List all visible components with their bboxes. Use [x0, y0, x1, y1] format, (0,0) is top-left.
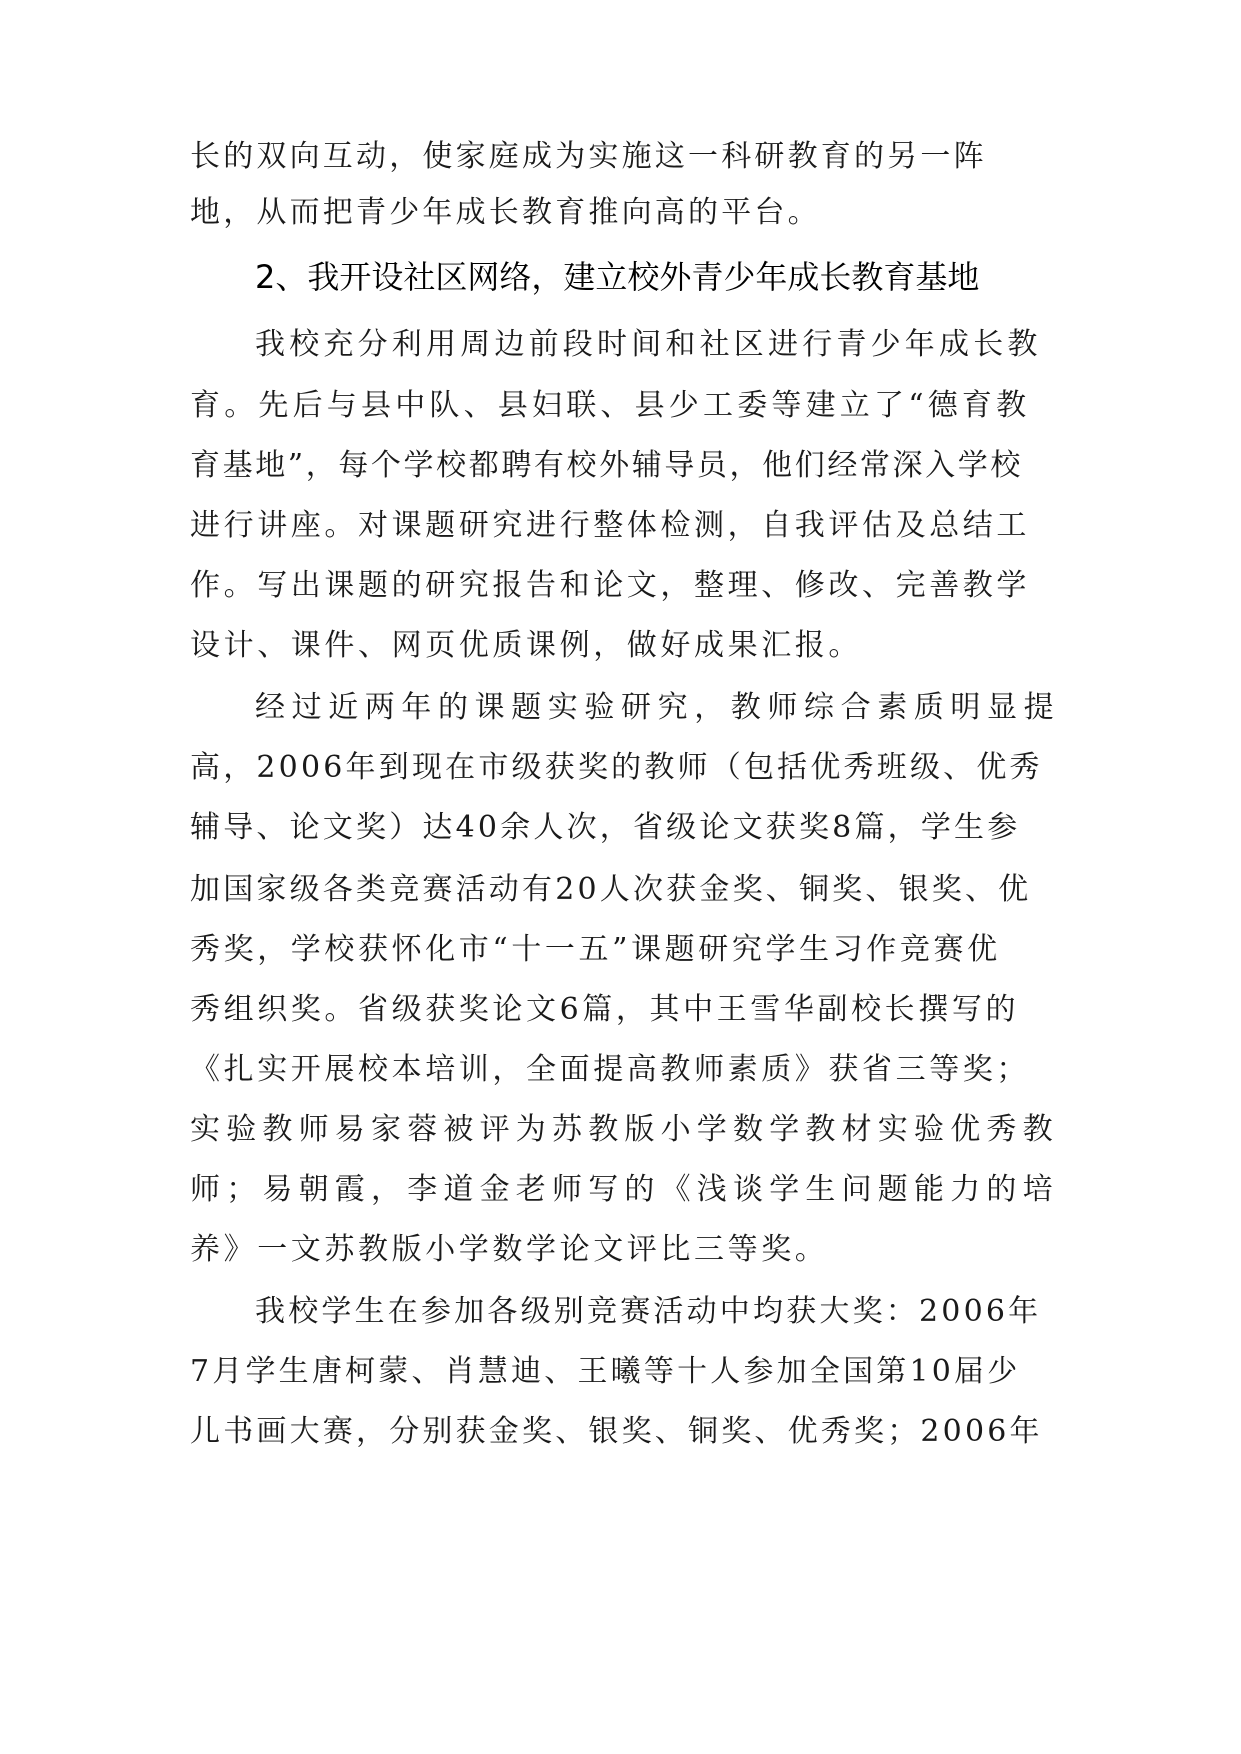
text-line: 设计、课件、网页优质课例，做好成果汇报。: [190, 628, 862, 663]
text-line: 师；易朝霞，李道金老师写的《浅谈学生问题能力的培: [190, 1172, 1059, 1207]
text-line: 秀奖，学校获怀化市“十一五”课题研究学生习作竞赛优: [190, 932, 1001, 967]
text-line: 高，2006年到现在市级获奖的教师（包括优秀班级、优秀: [190, 750, 1043, 785]
text-line: 加国家级各类竞赛活动有20人次获金奖、铜奖、银奖、优: [190, 872, 1032, 907]
text-line: 养》一文苏教版小学数学论文评比三等奖。: [190, 1232, 829, 1267]
text-line: 儿书画大赛，分别获金奖、银奖、铜奖、优秀奖；2006年: [190, 1414, 1043, 1449]
text-line: 《扎实开展校本培训，全面提高教师素质》获省三等奖；: [190, 1052, 1030, 1087]
text-line: 我校充分利用周边前段时间和社区进行青少年成长教: [255, 327, 1042, 362]
text-line: 育基地”，每个学校都聘有校外辅导员，他们经常深入学校: [190, 448, 1023, 483]
text-line: 作。写出课题的研究报告和论文，整理、修改、完善教学: [190, 568, 1030, 603]
text-line: 我校学生在参加各级别竞赛活动中均获大奖：2006年: [255, 1294, 1042, 1329]
text-line: 进行讲座。对课题研究进行整体检测，自我评估及总结工: [190, 508, 1030, 543]
section-heading: 2、我开设社区网络，建立校外青少年成长教育基地: [255, 258, 980, 296]
text-line: 育。先后与县中队、县妇联、县少工委等建立了“德育教: [190, 388, 1031, 423]
text-line: 经过近两年的课题实验研究，教师综合素质明显提: [255, 690, 1061, 725]
text-line: 实验教师易家蓉被评为苏教版小学数学教材实验优秀教: [190, 1112, 1059, 1147]
text-line: 7月学生唐柯蒙、肖慧迪、王曦等十人参加全国第10届少: [190, 1354, 1021, 1389]
text-line: 辅导、论文奖）达40余人次，省级论文获奖8篇，学生参: [190, 810, 1021, 845]
text-line: 地，从而把青少年成长教育推向高的平台。: [190, 195, 821, 230]
text-line: 长的双向互动，使家庭成为实施这一科研教育的另一阵: [190, 139, 987, 174]
text-line: 秀组织奖。省级获奖论文6篇，其中王雪华副校长撰写的: [190, 992, 1020, 1027]
